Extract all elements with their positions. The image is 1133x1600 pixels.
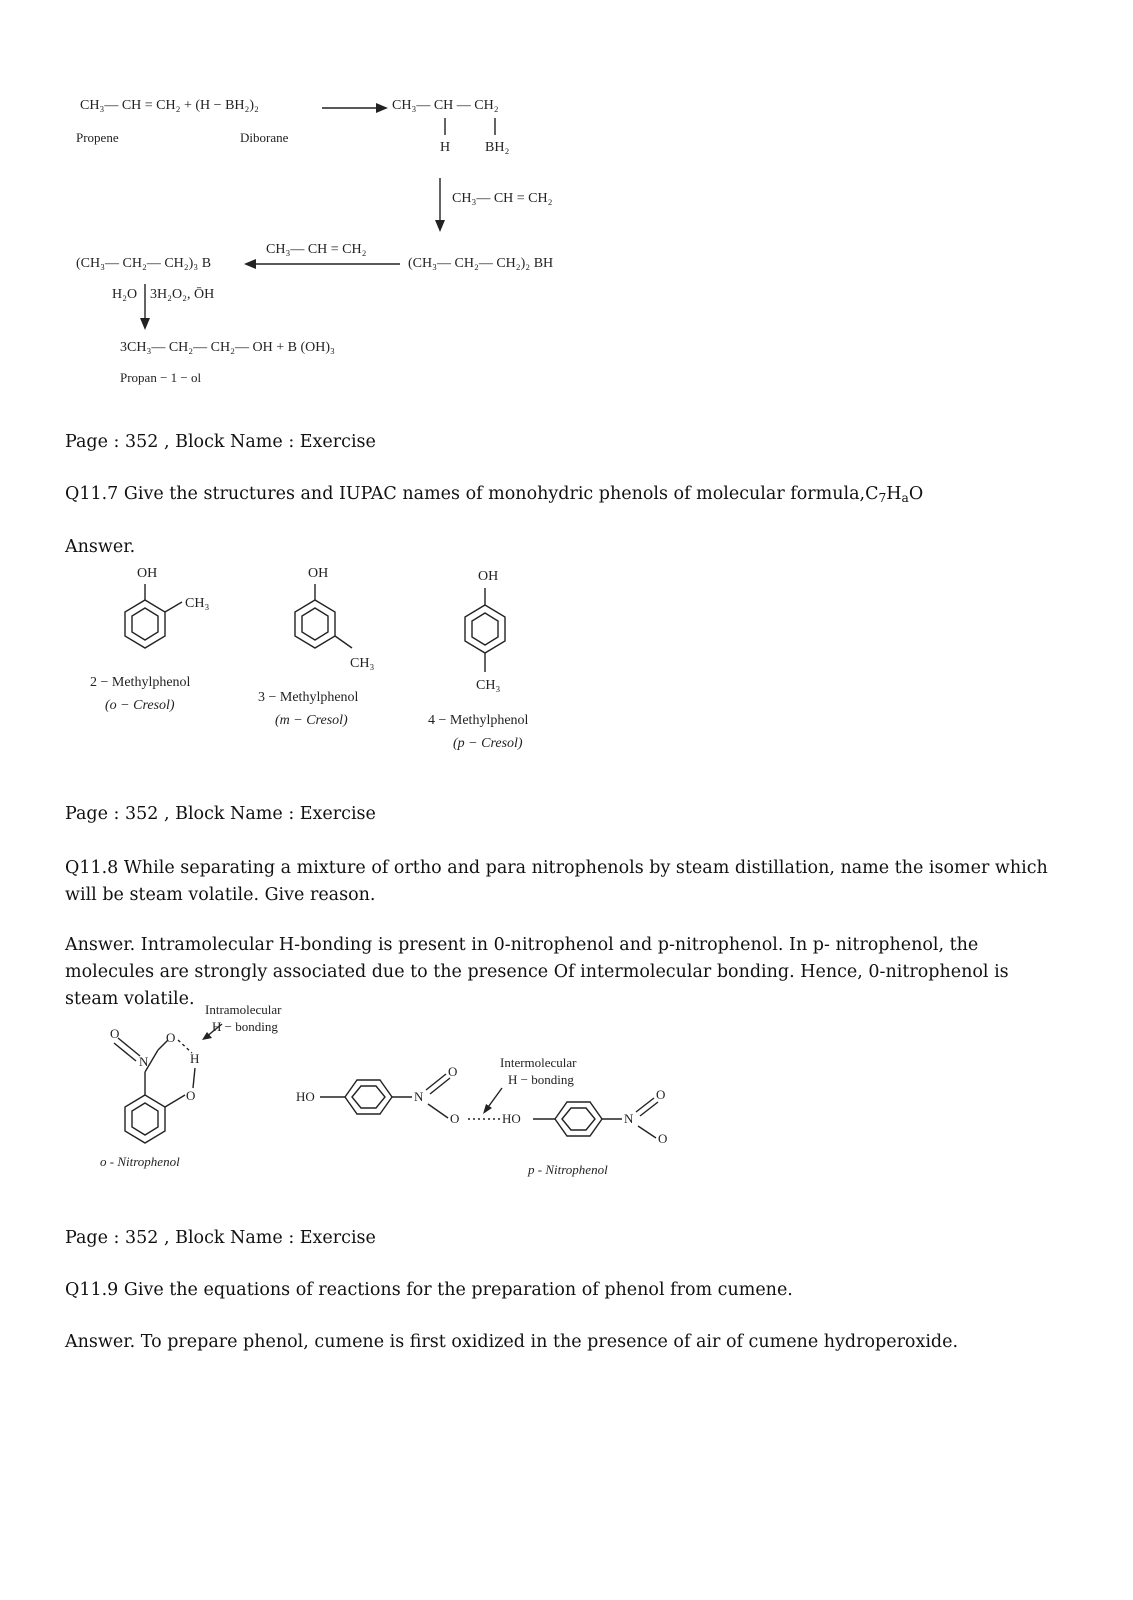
intermediate-bh2: BH₂ bbox=[485, 140, 510, 155]
trialkylborane: (CH₃— CH₂— CH₂)₃ B bbox=[76, 256, 212, 271]
meta-ch3: CH₃ bbox=[350, 656, 375, 671]
question-q11-9: Q11.9 Give the equations of reactions for the preparation of phenol from cumene. bbox=[65, 1280, 793, 1300]
p-nitrophenol-molecule-1 bbox=[320, 1074, 502, 1119]
intermediate-alkylborane: CH₃— CH — CH₂ bbox=[392, 98, 499, 113]
propene-equation: CH₃— CH = CH₂ + (H − BH₂)₂ bbox=[80, 98, 259, 113]
intramolecular-label-line-2: H − bonding bbox=[212, 1019, 278, 1034]
p-nitro-nitrogen-1: N bbox=[414, 1089, 424, 1104]
p-nitrophenol-label: p - Nitrophenol bbox=[528, 1162, 608, 1177]
p-nitro-ho-1: HO bbox=[296, 1089, 315, 1104]
reagent-hydrogen-peroxide: 3H₂O₂, ŌH bbox=[150, 287, 215, 302]
para-ch3: CH₃ bbox=[476, 678, 501, 693]
diborane-label: Diborane bbox=[240, 130, 289, 145]
propene-label: Propene bbox=[76, 130, 119, 145]
formula-h: H bbox=[886, 484, 902, 504]
page-ref-q11-8: Page : 352 , Block Name : Exercise bbox=[65, 804, 376, 824]
meta-oh: OH bbox=[308, 566, 329, 581]
page-ref-q11-9: Page : 352 , Block Name : Exercise bbox=[65, 1228, 376, 1248]
dialkylborane: (CH₃— CH₂— CH₂)₂ BH bbox=[408, 256, 554, 271]
answer-q11-9: Answer. To prepare phenol, cumene is first oxidized in the presence of air of cumene hydroperoxide. bbox=[65, 1332, 959, 1352]
intramolecular-label-line-1: Intramolecular bbox=[205, 1002, 282, 1017]
p-nitro-oxygen-2b: O bbox=[658, 1131, 668, 1146]
p-nitro-ho-2: HO bbox=[502, 1111, 521, 1126]
intermolecular-label-line-1: Intermolecular bbox=[500, 1055, 577, 1070]
formula-sub-a: a bbox=[901, 491, 909, 505]
answer-label-q11-7: Answer. bbox=[65, 537, 136, 557]
product-equation: 3CH₃— CH₂— CH₂— OH + B (OH)₃ bbox=[120, 340, 335, 355]
p-nitro-nitrogen-2: N bbox=[624, 1111, 634, 1126]
meta-iupac-name: 3 − Methylphenol bbox=[258, 690, 359, 705]
o-nitro-oxygen-1: O bbox=[110, 1026, 120, 1041]
product-name: Propan − 1 − ol bbox=[120, 370, 202, 385]
p-nitrophenol-molecule-2 bbox=[533, 1098, 658, 1138]
para-common-name: (p − Cresol) bbox=[453, 736, 523, 751]
answer-q11-8: Answer. Intramolecular H-bonding is present in 0-nitrophenol and p-nitrophenol. In p- nitrophenol, the molecules are strongly associated due to the presence Of intermolecular bonding. Hence, 0-nitrophenol is steam volatile. bbox=[65, 935, 1009, 1009]
ortho-ch3: CH₃ bbox=[185, 596, 210, 611]
ortho-oh: OH bbox=[137, 566, 158, 581]
formula-sub-7: 7 bbox=[878, 491, 887, 505]
question-q11-7-text: Q11.7 Give the structures and IUPAC names of monohydric phenols of molecular formula,C bbox=[65, 484, 879, 504]
p-nitro-oxygen-2a: O bbox=[656, 1087, 666, 1102]
o-nitro-oxygen-3: O bbox=[186, 1088, 196, 1103]
question-q11-8: Q11.8 While separating a mixture of ortho and para nitrophenols by steam distillation, name the isomer which will be steam volatile. Give reason. bbox=[65, 858, 1048, 905]
p-nitro-oxygen-1a: O bbox=[448, 1064, 458, 1079]
intermediate-h: H bbox=[440, 140, 451, 155]
reagent-propene-left: CH₃— CH = CH₂ bbox=[266, 242, 367, 257]
o-nitro-oxygen-2: O bbox=[166, 1030, 176, 1045]
formula-o: O bbox=[908, 484, 924, 504]
p-nitro-oxygen-1b: O bbox=[450, 1111, 460, 1126]
para-iupac-name: 4 − Methylphenol bbox=[428, 713, 529, 728]
meta-common-name: (m − Cresol) bbox=[275, 713, 348, 728]
o-nitro-hydrogen: H bbox=[190, 1051, 200, 1066]
ortho-iupac-name: 2 − Methylphenol bbox=[90, 675, 191, 690]
o-nitro-nitrogen: N bbox=[139, 1054, 149, 1069]
para-oh: OH bbox=[478, 569, 499, 584]
intermolecular-label-line-2: H − bonding bbox=[508, 1072, 574, 1087]
reagent-propene-down: CH₃— CH = CH₂ bbox=[452, 191, 553, 206]
reagent-water: H₂O bbox=[112, 287, 138, 302]
ortho-common-name: (o − Cresol) bbox=[105, 698, 175, 713]
page-ref-q11-7: Page : 352 , Block Name : Exercise bbox=[65, 432, 376, 452]
o-nitrophenol-label: o - Nitrophenol bbox=[100, 1154, 180, 1169]
